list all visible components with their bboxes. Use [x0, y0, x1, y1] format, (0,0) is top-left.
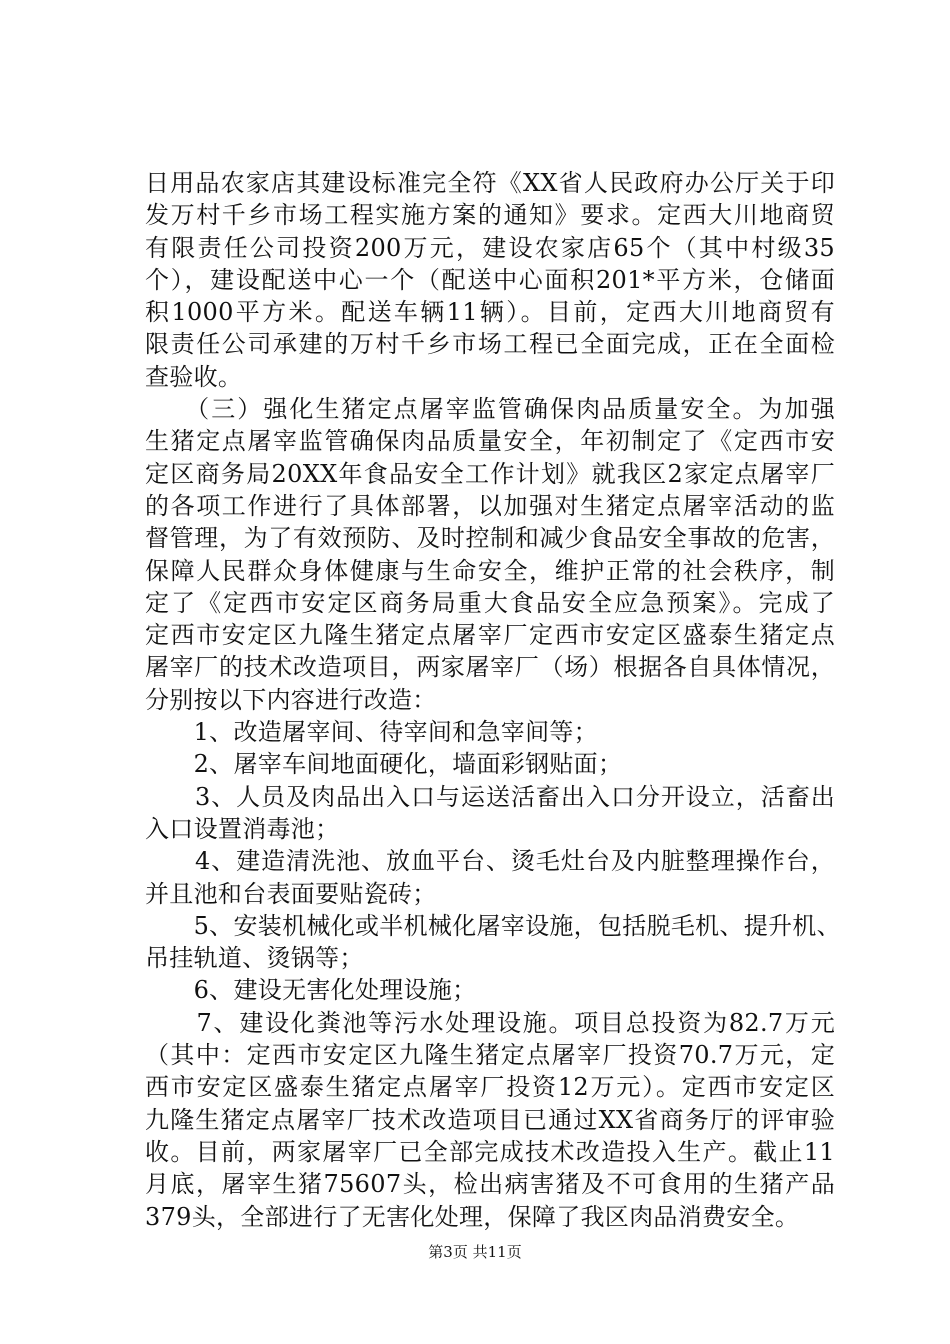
text-line: 分别按以下内容进行改造：	[145, 685, 437, 714]
text-line: 积1000平方米。配送车辆11辆）。目前，定西大川地商贸有	[145, 298, 835, 327]
text-line: 有限责任公司投资200万元，建设农家店65个（其中村级35	[145, 233, 835, 262]
text-line: 督管理，为了有效预防、及时控制和减少食品安全事故的危害，	[145, 524, 835, 553]
text-line: 限责任公司承建的万村千乡市场工程已全面完成，正在全面检	[145, 330, 835, 359]
text-line: 1、改造屠宰间、待宰间和急宰间等；	[145, 718, 598, 747]
text-line: 收。目前，两家屠宰厂已全部完成技术改造投入生产。截止11	[145, 1137, 835, 1166]
text-line: 定区商务局20XX年食品安全工作计划》就我区2家定点屠宰厂	[145, 459, 835, 488]
text-line: 屠宰厂的技术改造项目，两家屠宰厂（场）根据各自具体情况，	[145, 653, 835, 682]
text-line: 的各项工作进行了具体部署，以加强对生猪定点屠宰活动的监	[145, 491, 835, 520]
text-line: 生猪定点屠宰监管确保肉品质量安全，年初制定了《定西市安	[145, 427, 835, 456]
text-line: 日用品农家店其建设标准完全符《XX省人民政府办公厅关于印	[145, 169, 835, 197]
text-line: 吊挂轨道、烫锅等；	[145, 944, 364, 973]
text-line: 个），建设配送中心一个（配送中心面积201*平方米，仓储面	[145, 265, 835, 294]
text-line: 并且池和台表面要贴瓷砖；	[145, 879, 437, 908]
text-line: 查验收。	[145, 362, 243, 391]
text-line: （三）强化生猪定点屠宰监管确保肉品质量安全。为加强	[145, 395, 835, 424]
text-line: 379头，全部进行了无害化处理，保障了我区肉品消费安全。	[145, 1202, 800, 1231]
text-line: 4、建造清洗池、放血平台、烫毛灶台及内脏整理操作台，	[145, 847, 835, 876]
text-line: 6、建设无害化处理设施；	[145, 976, 477, 1005]
text-line: 定了《定西市安定区商务局重大食品安全应急预案》。完成了	[145, 588, 835, 617]
text-line: 保障人民群众身体健康与生命安全，维护正常的社会秩序，制	[145, 556, 835, 585]
text-line: 月底，屠宰生猪75607头，检出病害猪及不可食用的生猪产品	[145, 1170, 835, 1199]
text-line: 九隆生猪定点屠宰厂技术改造项目已通过XX省商务厅的评审验	[145, 1105, 835, 1134]
text-line: 入口设置消毒池；	[145, 814, 340, 843]
text-line: （其中：定西市安定区九隆生猪定点屠宰厂投资70.7万元，定	[145, 1041, 835, 1070]
text-line: 2、屠宰车间地面硬化，墙面彩钢贴面；	[145, 750, 623, 779]
page-footer: 第3页 共11页	[428, 1243, 522, 1261]
text-line: 发万村千乡市场工程实施方案的通知》要求。定西大川地商贸	[145, 201, 835, 230]
text-line: 定西市安定区九隆生猪定点屠宰厂定西市安定区盛泰生猪定点	[145, 621, 835, 650]
text-line: 3、人员及肉品出入口与运送活畜出入口分开设立，活畜出	[145, 782, 835, 811]
body-text	[145, 167, 841, 1233]
text-line: 7、建设化粪池等污水处理设施。项目总投资为82.7万元	[145, 1008, 835, 1037]
text-line: 西市安定区盛泰生猪定点屠宰厂投资12万元）。定西市安定区	[145, 1073, 835, 1102]
text-line: 5、安装机械化或半机械化屠宰设施，包括脱毛机、提升机、	[145, 911, 841, 940]
